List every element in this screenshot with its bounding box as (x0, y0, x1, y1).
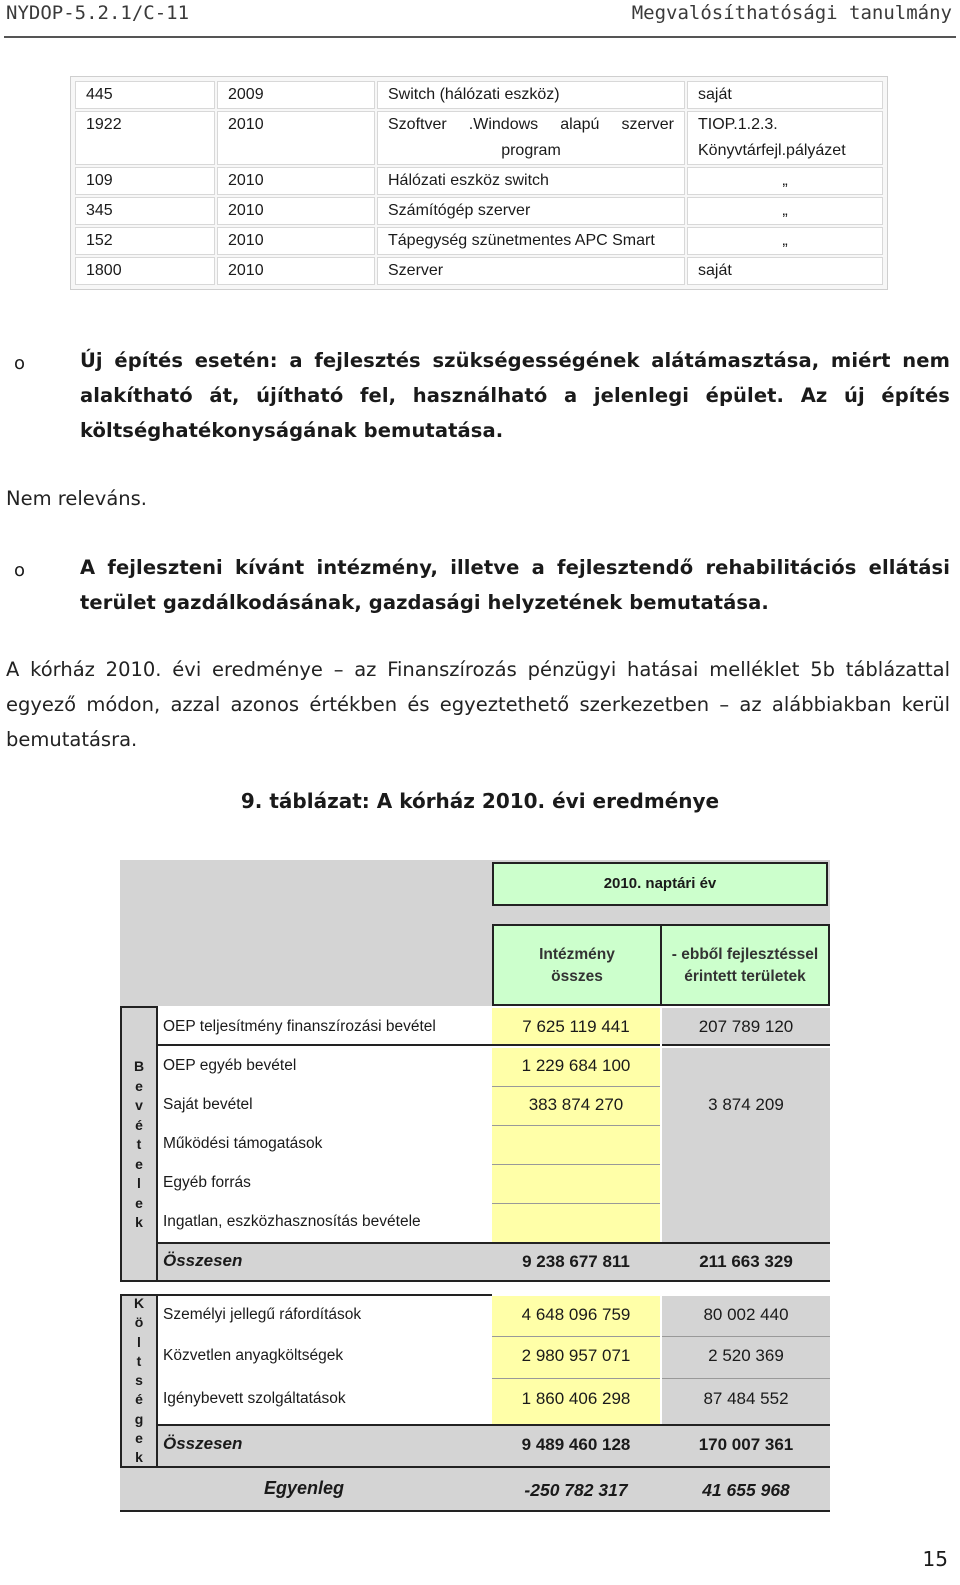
value-total: 7 625 119 441 (522, 1017, 630, 1036)
row-label: Ingatlan, eszközhasznosítás bevétele (163, 1213, 421, 1230)
total-dev-value: 170 007 361 (698, 1435, 794, 1454)
section-heading: Új építés esetén: a fejlesztés szükségességének alátámasztása, miért nem alakítható át, újítható fel, használható a jelenlegi épület. Az új építés költséghatékonyságának bemutatása. (80, 349, 950, 442)
table-cell: 1800 (75, 257, 215, 285)
value-column (492, 1048, 660, 1242)
value-total: 4 648 096 759 (521, 1305, 631, 1324)
table-cell: Hálózati eszköz switch (377, 167, 685, 195)
value-dev: 87 484 552 (703, 1389, 789, 1408)
value-total: 2 980 957 071 (521, 1346, 631, 1365)
total-label: Összesen (163, 1251, 243, 1270)
row-label: Működési támogatások (163, 1135, 323, 1152)
header-divider (4, 36, 956, 38)
row-label: Igénybevett szolgáltatások (163, 1390, 346, 1407)
section-heading: A fejleszteni kívánt intézmény, illetve a fejlesztendő rehabilitációs ellátási terület gazdálkodásának, gazdasági helyzetének bemutatása. (80, 556, 950, 614)
col-header-total-label: Intézmény összes (539, 946, 615, 985)
value-dev: 80 002 440 (703, 1305, 789, 1324)
row-label: OEP egyéb bevétel (163, 1057, 297, 1074)
row-divider (492, 1336, 660, 1337)
table-cell: Számítógép szerver (377, 197, 685, 225)
row-label: Közvetlen anyagköltségek (163, 1347, 344, 1364)
table-cell: 2010 (217, 257, 375, 285)
row-label: Személyi jellegű ráfordítások (163, 1306, 362, 1323)
table-cell: 152 (75, 227, 215, 255)
table-cell: 445 (75, 81, 215, 109)
table-cell: saját (687, 81, 883, 109)
table-cell: 2010 (217, 197, 375, 225)
header-document-id: NYDOP-5.2.1/C-11 (6, 2, 190, 24)
paragraph: Nem releváns. (6, 487, 147, 510)
table-cell: 2010 (217, 227, 375, 255)
col-header-total (492, 924, 662, 1006)
row-label: Saját bevétel (163, 1096, 253, 1113)
col-header-dev-label: - ebből fejlesztéssel érintett területek (671, 946, 819, 985)
table-cell: „ (687, 197, 883, 225)
row-divider (662, 1378, 830, 1379)
total-value: 9 238 677 811 (522, 1252, 630, 1271)
table-row (75, 167, 883, 195)
table-row (75, 227, 883, 255)
revenue-vertical-text: B e v é t e l e k (133, 1058, 145, 1230)
table-row (75, 257, 883, 285)
row-divider (492, 1125, 660, 1126)
total-value: 9 489 460 128 (521, 1435, 631, 1454)
value-dev: 3 874 209 (708, 1095, 784, 1114)
total-label: Összesen (163, 1434, 243, 1453)
balance-label: Egyenleg (264, 1478, 345, 1498)
row-divider (662, 1336, 830, 1337)
table-cell (687, 111, 883, 165)
table-cell: 345 (75, 197, 215, 225)
table-cell: Switch (hálózati eszköz) (377, 81, 685, 109)
cell-line: Szoftver .Windows alapú szerver (388, 116, 674, 133)
value-total: 1 860 406 298 (521, 1389, 631, 1408)
total-dev-value: 211 663 329 (699, 1252, 793, 1271)
period-label: 2010. naptári év (603, 875, 717, 892)
table-row (75, 197, 883, 225)
table-cell: „ (687, 167, 883, 195)
value-cell-merged (662, 1048, 830, 1242)
bullet-marker: o (14, 560, 26, 581)
table-cell: 1922 (75, 111, 215, 165)
row-divider (492, 1203, 660, 1204)
table-cell: „ (687, 227, 883, 255)
table-cell: 2009 (217, 81, 375, 109)
balance-dev-value: 41 655 968 (702, 1480, 790, 1500)
paragraph: A kórház 2010. évi eredménye – az Finanszírozás pénzügyi hatásai melléklet 5b táblázattal egyező módon, azzal azonos értékben és egyeztethető szerkezetben – az alábbiakban kerül bemutatásra. (6, 658, 950, 751)
row-divider (492, 1378, 660, 1379)
bullet-marker: o (14, 353, 26, 374)
period-header (492, 862, 828, 906)
table-caption: 9. táblázat: A kórház 2010. évi eredménye (240, 789, 720, 813)
row-label: OEP teljesítmény finanszírozási bevétel (163, 1018, 436, 1035)
assets-table (70, 76, 888, 290)
header-document-title: Megvalósíthatósági tanulmány (631, 2, 952, 24)
value-dev: 207 789 120 (698, 1017, 794, 1036)
table-cell: Szerver (377, 257, 685, 285)
table-cell: 109 (75, 167, 215, 195)
col-header-dev (660, 924, 830, 1006)
row-label: Egyéb forrás (163, 1174, 251, 1191)
value-cell (492, 1008, 660, 1046)
table-cell: saját (687, 257, 883, 285)
table-corner (120, 860, 492, 1006)
cell-line: TIOP.1.2.3. (698, 116, 778, 133)
cell-line: program (501, 142, 561, 159)
table-row (75, 111, 883, 165)
page-number: 15 (922, 1547, 948, 1571)
table-cell: 2010 (217, 167, 375, 195)
table-cell: Tápegység szünetmentes APC Smart (377, 227, 685, 255)
table-cell: 2010 (217, 111, 375, 165)
table-row (75, 81, 883, 109)
cell-line: Könyvtárfejl.pályázet (698, 142, 846, 159)
row-divider (492, 1164, 660, 1165)
value-total: 1 229 684 100 (521, 1056, 631, 1075)
value-cell (662, 1008, 830, 1046)
value-total: 383 874 270 (528, 1095, 624, 1114)
cost-vertical-text: K ö l t s é g e k (133, 1295, 145, 1466)
value-dev: 2 520 369 (708, 1346, 784, 1365)
row-divider (492, 1086, 660, 1087)
table-cell (377, 111, 685, 165)
table-header-bg (492, 906, 830, 924)
balance-value: -250 782 317 (524, 1480, 628, 1500)
